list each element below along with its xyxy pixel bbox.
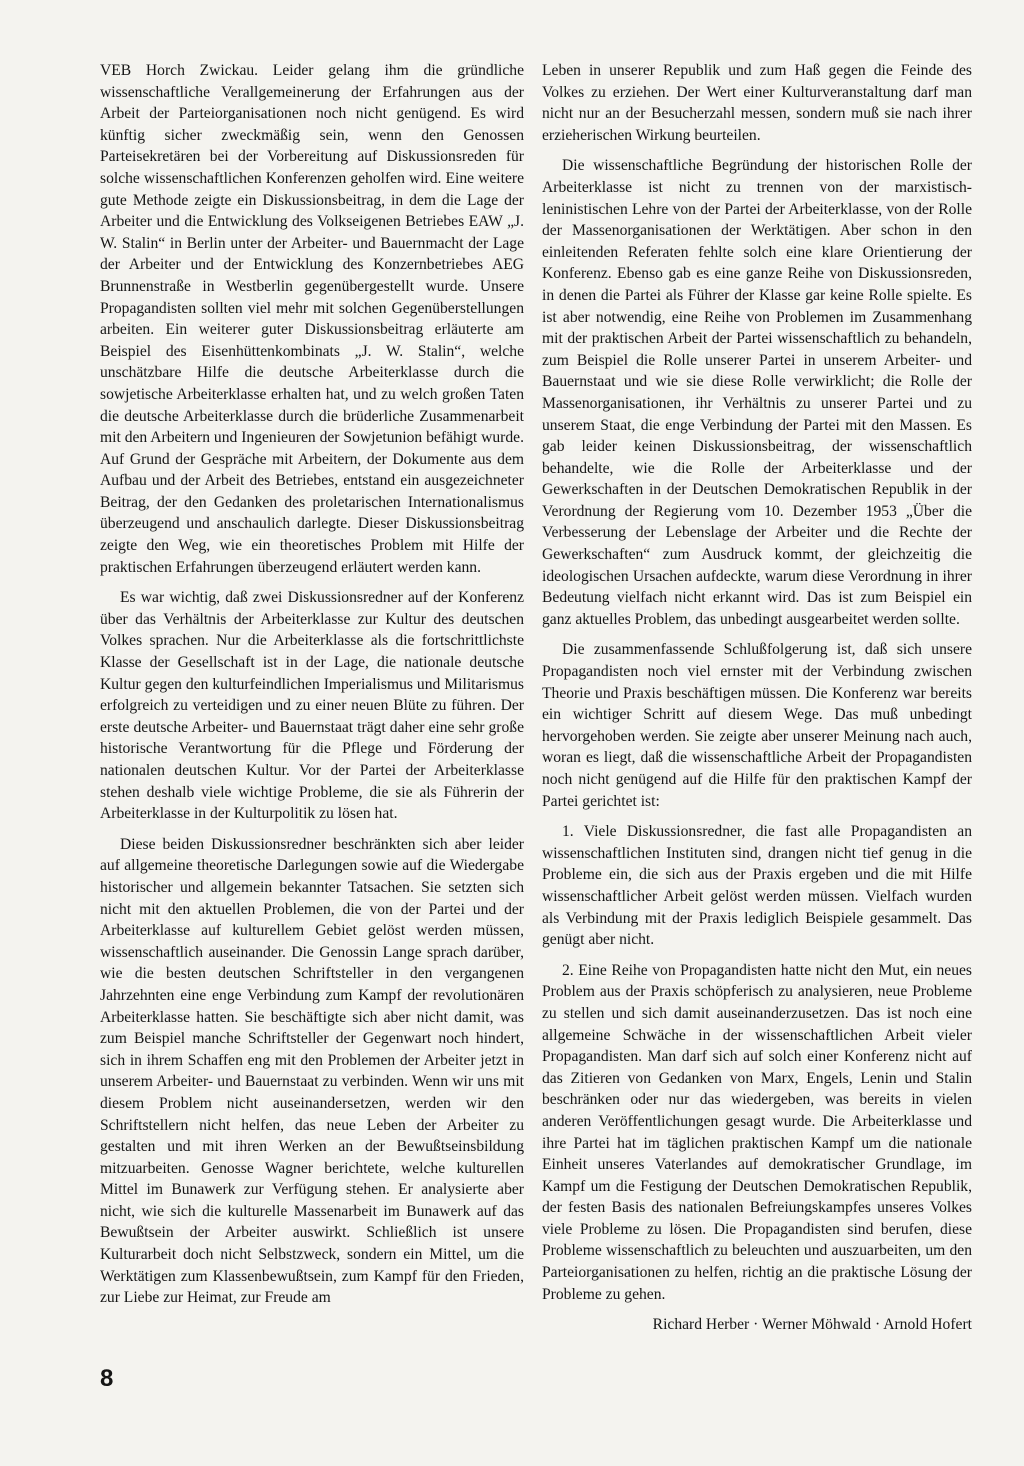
page-number: 8 xyxy=(100,1365,114,1392)
paragraph-numbered-item: 1. Viele Diskussionsredner, die fast alle Propagandisten an wissenschaftlichen Instituten sind, drangen nicht tief genug in die Probleme ein, die sich aus der Praxis ergeben und die mit Hilfe wissenschaftlicher Arbeit gelöst werden müssen. Vielfach wurden als Verbindung mit der Praxis lediglich Beispiele gesammelt. Das genügt aber nicht. xyxy=(542,823,972,949)
text-column-left xyxy=(100,60,524,1318)
paragraph: Es war wichtig, daß zwei Diskussionsredner auf der Konferenz über das Verhältnis der Arbeiterklasse zur Kultur des deutschen Volkes sprachen. Nur die Arbeiterklasse als die fortschrittlichste Klasse der Gesellschaft ist in der Lage, die nationale deutsche Kultur gegen den kulturfeindlichen Imperialismus und Militarismus erfolgreich zu verteidigen und zu einer neuen Blüte zu führen. Der erste deutsche Arbeiter- und Bauernstaat trägt daher eine sehr große historische Verantwortung für die Pflege und Förderung der nationalen deutschen Kultur. Vor der Partei der Arbeiterklasse stehen deshalb viele wichtige Probleme, die sie als Führerin der Arbeiterklasse in der Kulturpolitik zu lösen hat. xyxy=(100,589,524,823)
author-signature: Richard Herber · Werner Möhwald · Arnold Hofert xyxy=(652,1316,972,1334)
paragraph: Leben in unserer Republik und zum Haß gegen die Feinde des Volkes zu erziehen. Der Wert einer Kulturveranstaltung darf man nicht nur an der Besucherzahl messen, sondern muß sie nach ihrer erzieherischen Wirkung beurteilen. xyxy=(542,62,972,144)
paragraph: VEB Horch Zwickau. Leider gelang ihm die gründliche wissenschaftliche Verallgemeinerung der Erfahrungen aus der Arbeit der Parteiorganisationen noch nicht genügend. Es wird künftig sicher zweckmäßig sein, wenn den Genossen Parteisekretären bei der Vorbereitung auf Diskussionsreden für solche wissenschaftlichen Konferenzen geholfen wird. Eine weitere gute Methode zeigte ein Diskussionsbeitrag, in dem die Lage der Arbeiter und die Entwicklung des Volkseigenen Betriebes EAW „J. W. Stalin“ in Berlin unter der Arbeiter- und Bauernmacht der Lage der Arbeiter und der Entwicklung des Konzernbetriebes AEG Brunnenstraße in Westberlin gegenübergestellt wurde. Unsere Propagandisten sollten viel mehr mit solchen Gegenüberstellungen arbeiten. Ein weiterer guter Diskussionsbeitrag erläuterte am Beispiel des Eisenhüttenkombinats „J. W. Stalin“, welche unschätzbare Hilfe die deutsche Arbeiterklasse durch die sowjetische Arbeiterklasse erhalten hat, und zu welch großen Taten die deutsche Arbeiterklasse durch die brüderliche Zusammenarbeit mit den Arbeitern und Ingenieuren der Sowjetunion befähigt wurde. Auf Grund der Gespräche mit Arbeitern, der Dokumente aus dem Aufbau und der Arbeit des Betriebes, entstand ein ausgezeichneter Beitrag, der den Gedanken des proletarischen Internationalismus überzeugend und anschaulich darlegte. Dieser Diskussionsbeitrag zeigte den Weg, wie ein theoretisches Problem mit Hilfe der praktischen Erfahrungen überzeugend erläutert werden kann. xyxy=(100,62,524,576)
text-column-right xyxy=(542,60,972,1336)
paragraph: Diese beiden Diskussionsredner beschränkten sich aber leider auf allgemeine theoretische Darlegungen sowie auf die Wiedergabe historischer und allgemein bekannter Tatsachen. Sie setzten sich nicht mit den aktuellen Problemen, die von der Partei und der Arbeiterklasse auf kulturellem Gebiet gelöst werden müssen, wissenschaftlich auseinander. Die Genossin Lange sprach darüber, wie die besten deutschen Schriftsteller in den vergangenen Jahrzehnten eine enge Verbindung zum Kampf der revolutionären Arbeiterklasse hatten. Sie beschäftigte sich aber nicht damit, was zum Beispiel manche Schriftsteller der Gegenwart noch hindert, sich in ihrem Schaffen eng mit den Problemen der Arbeiter jetzt in unserem Arbeiter- und Bauernstaat zu verbinden. Wenn wir uns mit diesem Problem nicht auseinandersetzen, werden wir den Schriftstellern nicht helfen, das neue Leben der Arbeiter zu gestalten und mit ihren Werken an der Bewußtseinsbildung mitzuarbeiten. Genosse Wagner berichtete, welche kulturellen Mittel im Bunawerk zur Verfügung stehen. Er analysierte aber nicht, wie sich die kulturelle Massenarbeit im Bunawerk auf das Bewußtsein der Arbeiter auswirkt. Schließlich ist unsere Kulturarbeit doch nicht Selbstzweck, sondern ein Mittel, um die Werktätigen zum Klassenbewußtsein, zum Kampf für den Frieden, zur Liebe zur Heimat, zur Freude am xyxy=(100,835,524,1307)
paragraph-numbered-item: 2. Eine Reihe von Propagandisten hatte nicht den Mut, ein neues Problem aus der Praxis schöpferisch zu analysieren, neue Probleme zu stellen und sich damit auseinanderzusetzen. Das ist noch eine allgemeine Schwäche in der wissenschaftlichen Arbeit vieler Propagandisten. Man darf sich auf solch einer Konferenz nicht auf das Zitieren von Gedanken von Marx, Engels, Lenin und Stalin beschränken oder nur das wiedergeben, was bereits in vielen anderen Veröffentlichungen gesagt wurde. Die Arbeiterklasse und ihre Partei hat im täglichen praktischen Kampf um die nationale Einheit unseres Vaterlandes auf demokratischer Grundlage, im Kampf um die Festigung der Deutschen Demokratischen Republik, der festen Basis des nationalen Befreiungskampfes unseres Volkes viele Probleme zu lösen. Die Propagandisten sind berufen, diese Probleme wissenschaftlich zu beleuchten und auszuarbeiten, um den Parteiorganisationen zu helfen, richtig an die praktische Lösung der Probleme zu gehen. xyxy=(542,961,972,1303)
paragraph: Die zusammenfassende Schlußfolgerung ist, daß sich unsere Propagandisten noch viel ernster mit der Verbindung zwischen Theorie und Praxis beschäftigen müssen. Die Konferenz war bereits ein wichtiger Schritt auf diesem Wege. Das muß unbedingt hervorgehoben werden. Sie zeigte aber unserer Meinung nach auch, woran es liegt, daß die wissenschaftliche Arbeit der Propagandisten noch nicht genügend auf die Hilfe für den praktischen Kampf der Partei gerichtet ist: xyxy=(542,641,972,810)
paragraph: Die wissenschaftliche Begründung der historischen Rolle der Arbeiterklasse ist nicht zu trennen von der marxistisch-leninistischen Lehre von der Partei der Arbeiterklasse, von der Rolle der Massenorganisationen der Werktätigen. Aber schon in den einleitenden Referaten fehlte solch eine klare Orientierung der Konferenz. Ebenso gab es eine ganze Reihe von Diskussionsreden, in denen die Partei als Führer der Klasse gar keine Rolle spielte. Es ist aber notwendig, eine Reihe von Problemen im Zusammenhang mit der praktischen Arbeit der Partei wissenschaftlich zu behandeln, zum Beispiel die Rolle unserer Partei in unserem Arbeiter- und Bauernstaat und wie sie diese Rolle verwirklicht; die Rolle der Massenorganisationen, ihr Verhältnis zu unserer Partei und zu unserem Staat, die enge Verbindung der Partei mit den Massen. Es gab leider keinen Diskussionsbeitrag, der wissenschaftlich behandelte, wie die Rolle der Arbeiterklasse und der Gewerkschaften in der Deutschen Demokratischen Republik in der Verordnung der Regierung vom 10. Dezember 1953 „Über die Verbesserung der Lebenslage der Arbeiter und die Rechte der Gewerkschaften“ zum Ausdruck kommt, der gleichzeitig die ideologischen Ursachen aufdeckte, warum diese Verordnung in ihrer Bedeutung vielfach nicht erkannt wird. Das ist zum Beispiel ein ganz aktuelles Problem, das unbedingt ausgearbeitet werden sollte. xyxy=(542,157,972,628)
